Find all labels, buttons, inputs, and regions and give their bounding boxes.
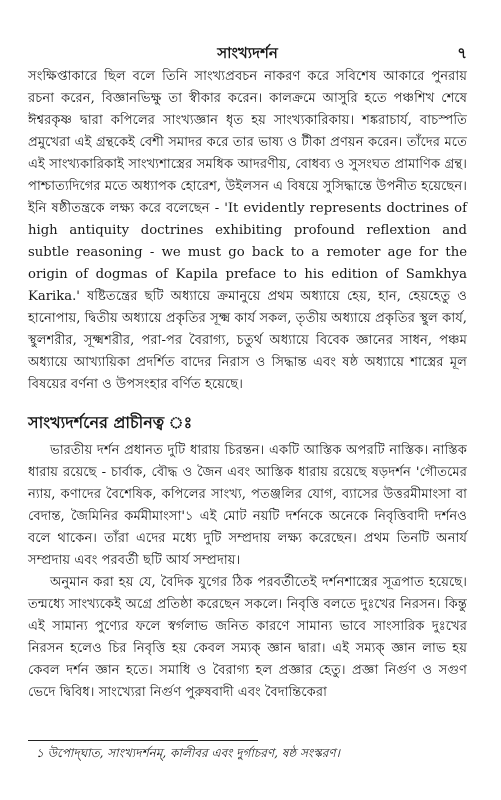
footnote-divider [28, 740, 258, 741]
paragraph: অনুমান করা হয় যে, বৈদিক যুগের ঠিক পরবর্তীতেই দর্শনশাস্ত্রের সূত্রপাত হয়েছে। তন্মধ্যে সাংখ্যকেই অগ্রে প্রতিষ্ঠা করেছেন সকলে। নিবৃত্তি বলতে দুঃখের নিরসন। কিন্তু এই সামান্য পুণ্যের ফলে স্বর্গলাভ জনিত কারণে সামান্য ভাবে সাংসারিক দুঃখের নিরসন হলেও চির নিবৃত্তি হয় কেবল সম্যক্ জ্ঞান দ্বারা। এই সম্যক্ জ্ঞান লাভ হয় কেবল দর্শন জ্ঞান হতে। সমাধি ও বৈরাগ্য হল প্রজ্ঞার হেতু। প্রজ্ঞা নির্গুণ ও সগুণ ভেদে দ্বিবিধ। সাংখ্যেরা নির্গুণ পুরুষবাদী এবং বৈদান্তিকেরা [28, 575, 467, 700]
running-title: সাংখ্যদর্শন [217, 44, 278, 62]
footnote: ১ উপোদ্‌ঘাত, সাংখ্যদর্শনম্‌, কালীবর এবং দুর্গাচরণ, ষষ্ঠ সংস্করণ। [36, 746, 340, 760]
page-body [28, 66, 467, 704]
section-heading: সাংখ্যদর্শনের প্রাচীনত্ব ঃ [28, 413, 193, 432]
paragraph: ভারতীয় দর্শন প্রধানত দুটি ধারায় চিরন্তন। একটি আস্তিক অপরটি নাস্তিক। নাস্তিক ধারায় রয়েছে - চার্বাক, বৌদ্ধ ও জৈন এবং আস্তিক ধারায় রয়েছে ষড়দর্শন 'গৌতমের ন্যায়, কণাদের বৈশেষিক, কপিলের সাংখ্য, পতঞ্জলির যোগ, ব্যাসের উত্তরমীমাংসা বা বেদান্ত, জৈমিনির কর্মমীমাংসা'১ এই মোট নয়টি দর্শনকে অনেকে নিবৃত্তিবাদী দর্শনও বলে থাকেন। তাঁরা এদের মধ্যে দুটি সম্প্রদায় লক্ষ্য করেছেন। প্রথম তিনটি অনার্য সম্প্রদায় এবং পরবর্তী ছটি আর্য সম্প্রদায়। [28, 443, 467, 568]
paragraph: সংক্ষিপ্তাকারে ছিল বলে তিনি সাংখ্যপ্রবচন নাকরণ করে সবিশেষ আকারে পুনরায় রচনা করেন, বিজ্ঞানভিক্ষু তা স্বীকার করেন। কালক্রমে আসুরি হতে পঞ্চশিখ শেষে ঈশ্বরকৃষ্ণ দ্বারা কপিলের সাংখ্যজ্ঞান ধৃত হয় সাংখ্যকারিকায়। শঙ্করাচার্য, বাচস্পতি প্রমুখেরা এই গ্রন্থকেই বেশী সমাদর করে তার ভাষ্য ও টীকা প্রণয়ন করেন। তাঁদের মতে এই সাংখ্যকারিকাই সাংখ্যশাস্ত্রের সমধিক আদরণীয়, বোধব্য ও সুসংঘত প্রামাণিক গ্রন্থ। পাশ্চাত্যদিগের মতে অধ্যাপক হোরেশ, উইলসন এ বিষয়ে সুসিদ্ধান্তে উপনীত হয়েছেন। ইনি ষষ্ঠীতন্ত্রকে লক্ষ্য করে বলেছেন - 'It evidently represents doctrines of high antiquity doctrines exhibiting profound reflextion and subtle reasoning - we must go back to a remoter age for the origin of dogmas of Kapila preface to his edition of Samkhya Karika.' ষষ্টিতন্ত্রের ছটি অধ্যায়ে ক্রমানুয়ে প্রথম অধ্যায়ে হেয়, হান, হেয়হেতু ও হানোপায়, দ্বিতীয় অধ্যায়ে প্রকৃতির সূক্ষ্ম কার্য সকল, তৃতীয় অধ্যায়ে প্রকৃতির স্থুল কার্য, স্থুলশরীর, সূক্ষ্মশরীর, পরা-পর বৈরাগ্য, চতুর্থ অধ্যায়ে বিবেক জ্ঞানের সাধন, পঞ্চম অধ্যায়ে আখ্যায়িকা প্রদর্শিত বাদের নিরাস ও সিদ্ধান্ত এবং ষষ্ঠ অধ্যায়ে শাস্ত্রের মূল বিষয়ের বর্ণনা ও উপসংহার বর্ণিত হয়েছে। [28, 69, 467, 392]
page-header [28, 42, 467, 64]
page-number: ৭ [457, 44, 467, 62]
